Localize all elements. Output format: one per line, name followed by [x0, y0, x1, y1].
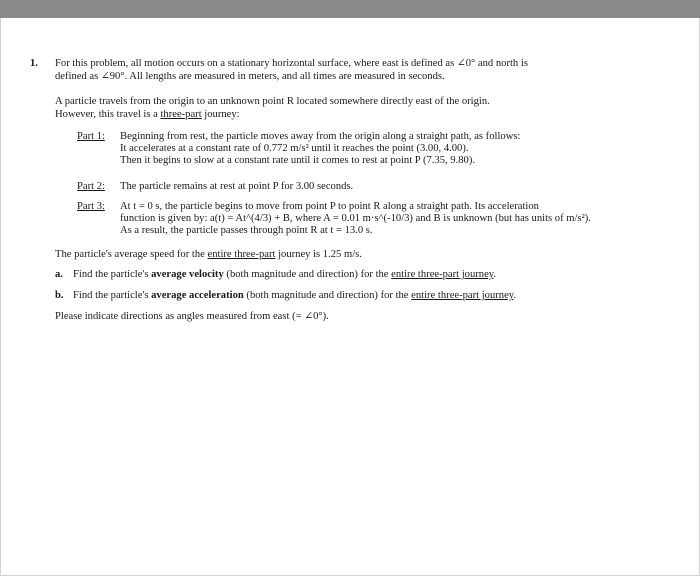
question-a-bold: average velocity: [151, 269, 224, 280]
part-3-line-3: As a result, the particle passes through point R at t = 13.0 s.: [120, 225, 373, 236]
setup-line-2-pre: However, this travel is a: [55, 109, 161, 120]
average-speed-line: [55, 249, 665, 262]
speed-post: journey is 1.25 m/s.: [275, 249, 362, 260]
setup-line-1: A particle travels from the origin to an unknown point R located somewhere directly east of the origin.: [55, 96, 490, 107]
question-b-pre: Find the particle's: [73, 290, 152, 301]
question-b-mid: (both magnitude and direction) for the: [243, 290, 412, 301]
question-b-bold: average acceleration: [151, 290, 244, 301]
question-a-mid: (both magnitude and direction) for the: [223, 269, 392, 280]
question-a-post: .: [493, 269, 497, 280]
window-top-bar: [0, 0, 700, 18]
question-a-text: [73, 269, 663, 282]
question-b-text: [73, 290, 663, 303]
part-1-line-1: Beginning from rest, the particle moves away from the origin along a straight path, as follows:: [120, 131, 521, 142]
three-part-underlined: three-part: [160, 109, 202, 120]
part-3-line-2: function is given by: a(t) = At^(4/3) + B, where A = 0.01 m·s^(-10/3) and B is unknown (but has units of m/s²).: [120, 213, 591, 224]
setup-line-2-post: journey:: [201, 109, 240, 120]
question-b-underlined: entire three-part journey: [411, 290, 514, 301]
question-b-post: .: [513, 290, 517, 301]
part-2-line-1: The particle remains at rest at point P for 3.00 seconds.: [120, 181, 354, 192]
speed-underlined: entire three-part: [207, 249, 276, 260]
intro-line-1: For this problem, all motion occurs on a stationary horizontal surface, where east is defined as ∠0° and north is: [55, 58, 528, 69]
question-a-underlined: entire three-part journey: [391, 269, 494, 280]
question-a-label: a.: [55, 269, 63, 280]
question-b-label: b.: [55, 290, 64, 301]
part-1-line-2: It accelerates at a constant rate of 0.772 m/s² until it reaches the point (3.00, 4.00).: [120, 143, 469, 154]
speed-pre: The particle's average speed for the: [55, 249, 208, 260]
intro-line-2: defined as ∠90°. All lengths are measured in meters, and all times are measured in seconds.: [55, 71, 445, 82]
problem-number: 1.: [30, 58, 38, 69]
part-3-line-1: At t = 0 s, the particle begins to move from point P to point R along a straight path. Its acceleration: [120, 201, 539, 212]
part-2-label: Part 2:: [77, 181, 105, 192]
part-1-label: Part 1:: [77, 131, 105, 142]
question-a-pre: Find the particle's: [73, 269, 152, 280]
setup-line-2: [55, 109, 665, 122]
part-1-line-3: Then it begins to slow at a constant rate until it comes to rest at point P (7.35, 9.80).: [120, 155, 476, 166]
closing-line: Please indicate directions as angles measured from east (= ∠0°).: [55, 311, 329, 322]
part-3-label: Part 3:: [77, 201, 105, 212]
